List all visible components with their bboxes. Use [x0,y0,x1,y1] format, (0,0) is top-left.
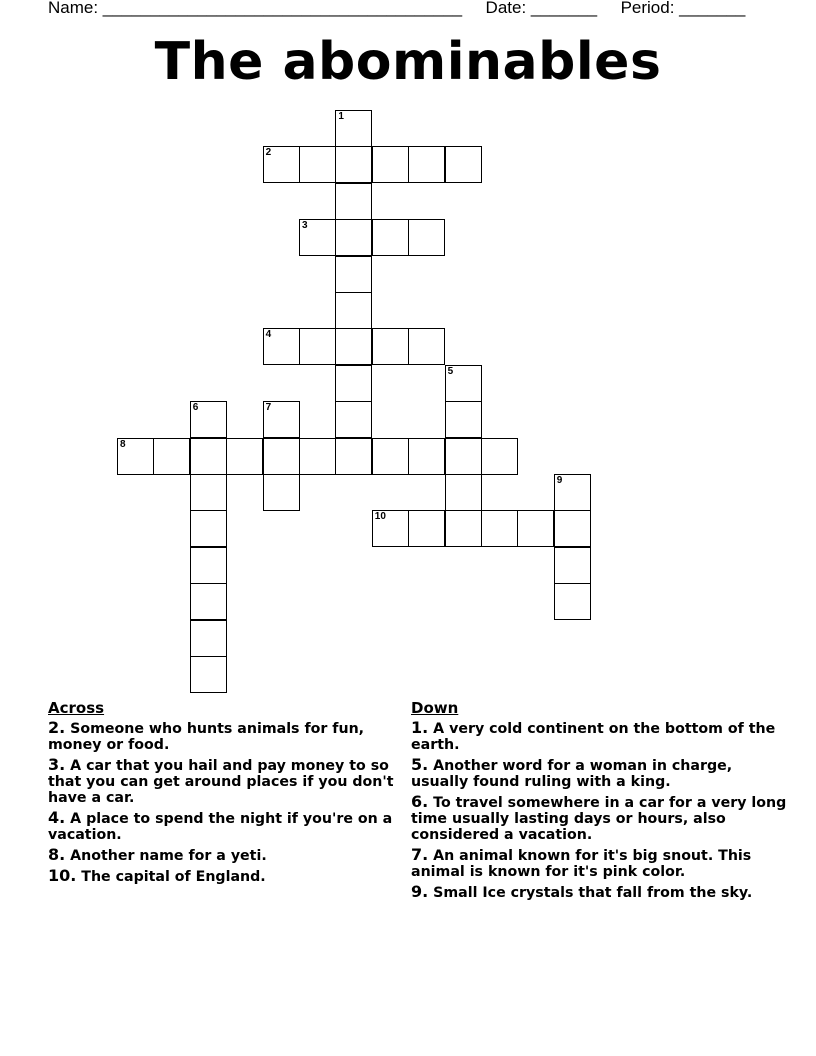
crossword-cell[interactable] [517,510,554,547]
crossword-cell[interactable] [372,438,409,475]
clue-number: 10. [48,866,77,885]
crossword-cell[interactable] [335,365,372,402]
clue-number: 8 [120,438,126,450]
crossword-cell[interactable] [335,219,372,256]
crossword-cell[interactable] [372,146,409,183]
clue-number: 7. [411,845,429,864]
clue-number: 1. [411,718,429,737]
clue-number: 2 [265,147,272,159]
crossword-cell[interactable] [554,583,591,620]
clue-number: 8. [48,845,66,864]
clue-number: 3. [48,755,66,774]
crossword-cell[interactable] [445,401,482,438]
crossword-cell[interactable] [190,510,227,547]
crossword-cell[interactable] [335,110,372,147]
crossword-cell[interactable] [299,438,336,475]
crossword-cell[interactable] [190,438,227,475]
crossword-cell[interactable] [408,146,445,183]
crossword-cell[interactable] [263,328,300,365]
crossword-cell[interactable] [335,183,372,220]
clue-number: 2. [48,718,66,737]
crossword-cell[interactable] [408,328,445,365]
clue-text: Another word for a woman in charge, usually found ruling with a king. [411,758,733,790]
crossword-cell[interactable] [190,401,227,438]
clue-text: Small Ice crystals that fall from the sky. [428,885,753,901]
crossword-cell[interactable] [445,365,482,402]
crossword-cell[interactable] [190,656,227,693]
crossword-cell[interactable] [554,474,591,511]
down-clue [411,794,791,843]
down-clue [411,847,791,880]
clue-text: Another name for a yeti. [65,848,267,864]
clue-text: A place to spend the night if you're on a vacation. [48,811,393,843]
crossword-cell[interactable] [335,256,372,293]
crossword-cell[interactable] [190,620,227,657]
crossword-cell[interactable] [335,438,372,475]
clue-number: 3 [302,220,308,232]
across-clue [48,810,400,843]
across-clue [48,847,400,864]
crossword-cell[interactable] [335,292,372,329]
period-field[interactable]: Period: _______ [620,0,746,17]
crossword-cell[interactable] [299,219,336,256]
crossword-cell[interactable] [226,438,263,475]
down-heading: Down [411,699,459,717]
clue-text: A very cold continent on the bottom of the earth. [411,721,776,753]
crossword-cell[interactable] [263,474,300,511]
crossword-cell[interactable] [153,438,190,475]
across-clue [48,868,400,885]
crossword-cell[interactable] [190,547,227,584]
down-clue-list [411,720,791,901]
page-title: The abominables [154,32,662,92]
clue-number: 6 [192,402,199,414]
clue-text: The capital of England. [76,869,266,885]
crossword-cell[interactable] [117,438,154,475]
crossword-cell[interactable] [554,547,591,584]
across-heading: Across [48,699,105,717]
crossword-cell[interactable] [299,328,336,365]
clue-number: 4. [48,808,66,827]
crossword-cell[interactable] [372,510,409,547]
clue-text: An animal known for it's big snout. This animal is known for it's pink color. [411,848,752,880]
down-clue [411,720,791,753]
crossword-cell[interactable] [263,438,300,475]
crossword-cell[interactable] [263,146,300,183]
date-field[interactable]: Date: _______ [485,0,598,17]
clue-number: 6. [411,792,429,811]
clue-number: 5. [411,755,429,774]
clue-number: 9 [556,475,563,486]
crossword-cell[interactable] [445,510,482,547]
across-clue [48,757,400,806]
crossword-cell[interactable] [190,583,227,620]
crossword-cell[interactable] [299,146,336,183]
crossword-cell[interactable] [335,328,372,365]
down-clues [411,700,791,905]
clue-number: 1 [338,111,344,122]
clue-number: 10 [374,511,386,523]
across-clue [48,720,400,753]
crossword-cell[interactable] [372,328,409,365]
crossword-cell[interactable] [408,219,445,256]
crossword-cell[interactable] [445,146,482,183]
clue-number: 5 [447,365,454,377]
clue-text: Someone who hunts animals for fun, money or food. [48,721,365,753]
across-clues [48,700,400,889]
down-clue [411,757,791,790]
crossword-cell[interactable] [445,474,482,511]
crossword-cell[interactable] [408,438,445,475]
crossword-cell[interactable] [554,510,591,547]
crossword-cell[interactable] [408,510,445,547]
crossword-cell[interactable] [445,438,482,475]
clue-number: 4 [265,329,272,341]
down-clue [411,884,791,901]
name-field[interactable]: Name: ______________________________________ [48,0,463,17]
clue-text: To travel somewhere in a car for a very long time usually lasting days or hours, also considered a vacation. [411,795,787,843]
clue-number: 9. [411,882,429,901]
crossword-cell[interactable] [481,510,518,547]
crossword-cell[interactable] [263,401,300,438]
crossword-cell[interactable] [372,219,409,256]
across-clue-list [48,720,400,885]
crossword-cell[interactable] [335,146,372,183]
crossword-cell[interactable] [335,401,372,438]
crossword-cell[interactable] [481,438,518,475]
clue-text: A car that you hail and pay money to so that you can get around places if you don't have a car. [48,758,394,806]
crossword-cell[interactable] [190,474,227,511]
clue-number: 7 [265,402,272,414]
